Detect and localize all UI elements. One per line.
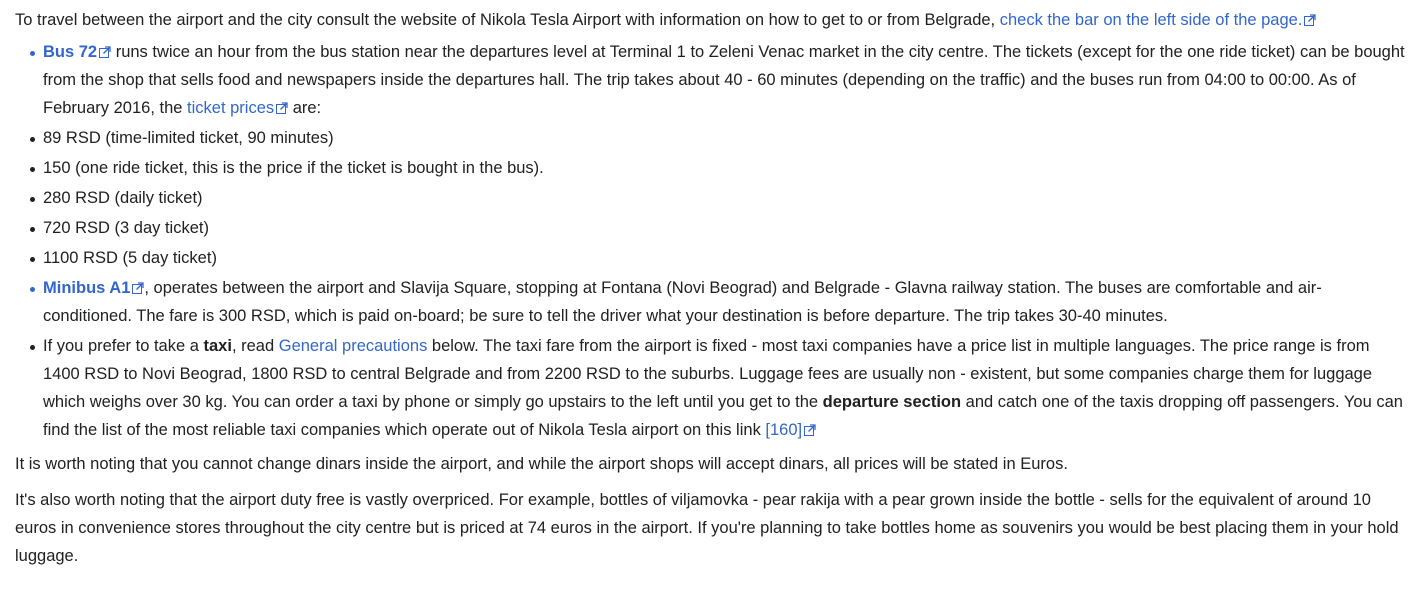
external-link-icon [276, 102, 288, 114]
departure-section-bold: departure section [822, 393, 962, 411]
list-item-bus-72 [43, 38, 1409, 122]
reference-160-link[interactable]: [160] [765, 421, 803, 439]
minibus-a1-link[interactable]: Minibus A1 [43, 279, 131, 297]
dinars-paragraph: It is worth noting that you cannot change dinars inside the airport, and while the airport shops will accept dinars, all prices will be stated in Euros. [15, 455, 1068, 473]
price-item: 1100 RSD (5 day ticket) [43, 244, 1409, 272]
price-item: 720 RSD (3 day ticket) [43, 214, 1409, 242]
bus-72-text: runs twice an hour from the bus station near the departures level at Terminal 1 to Zeleni Venac market in the city centre. The tickets (except for the one ride ticket) can be bought from the shop that sells food and newspapers inside the departures hall. The trip takes about 40 - 60 minutes (depending on the traffic) and the buses run from 04:00 to 00:00. As of February 2016, the [43, 43, 1405, 117]
taxi-text-2: , read [231, 337, 279, 355]
ticket-prices-link[interactable]: ticket prices [187, 99, 275, 117]
left-bar-link[interactable]: check the bar on the left side of the page. [999, 11, 1303, 29]
minibus-text: , operates between the airport and Slavija Square, stopping at Fontana (Novi Beograd) and Belgrade - Glavna railway station. The buses are comfortable and air-conditioned. The fare is 300 RSD, which is paid on-board; be sure to tell the driver what your destination is before departure. The trip takes 30-40 minutes. [43, 279, 1322, 325]
taxi-text-3: below. The taxi fare from the airport is fixed - most taxi companies have a price list in multiple languages. The price range is from 1400 RSD to Novi Beograd, 1800 RSD to central Belgrade and from 2200 RSD to the suburbs. Luggage fees are usually non - existent, but some companies charge them for luggage which weighs over 30 kg. You can order a taxi by phone or simply go upstairs to the left until you get to the [43, 337, 1373, 411]
taxi-text-4: and catch one of the taxis dropping off passengers. You can find the list of the most reliable taxi companies which operate out of Nikola Tesla airport on this link [43, 393, 1403, 439]
price-item: 280 RSD (daily ticket) [43, 184, 1409, 212]
transport-list [15, 38, 1409, 444]
external-link-icon [132, 282, 144, 294]
list-item-taxi [43, 332, 1409, 444]
intro-paragraph [15, 6, 1409, 34]
external-link-icon [99, 46, 111, 58]
taxi-text-1: If you prefer to take a [43, 337, 204, 355]
intro-text: To travel between the airport and the city consult the website of Nikola Tesla Airport with information on how to get to or from Belgrade, [15, 11, 1000, 29]
price-item: 89 RSD (time-limited ticket, 90 minutes) [43, 124, 1409, 152]
list-item-minibus [43, 274, 1409, 330]
taxi-bold: taxi [203, 337, 232, 355]
price-item: 150 (one ride ticket, this is the price if the ticket is bought in the bus). [43, 154, 1409, 182]
general-precautions-link[interactable]: General precautions [278, 337, 428, 355]
bus-72-text-end: are: [288, 99, 322, 117]
bus-72-link[interactable]: Bus 72 [43, 43, 98, 61]
external-link-icon [1304, 14, 1316, 26]
external-link-icon [804, 424, 816, 436]
duty-free-paragraph: It's also worth noting that the airport duty free is vastly overpriced. For example, bottles of viljamovka - pear rakija with a pear grown inside the bottle - sells for the equivalent of around 10 euros in convenience stores throughout the city centre but is priced at 74 euros in the airport. If you're planning to take bottles home as souvenirs you would be best placing them in your hold luggage. [15, 491, 1399, 565]
